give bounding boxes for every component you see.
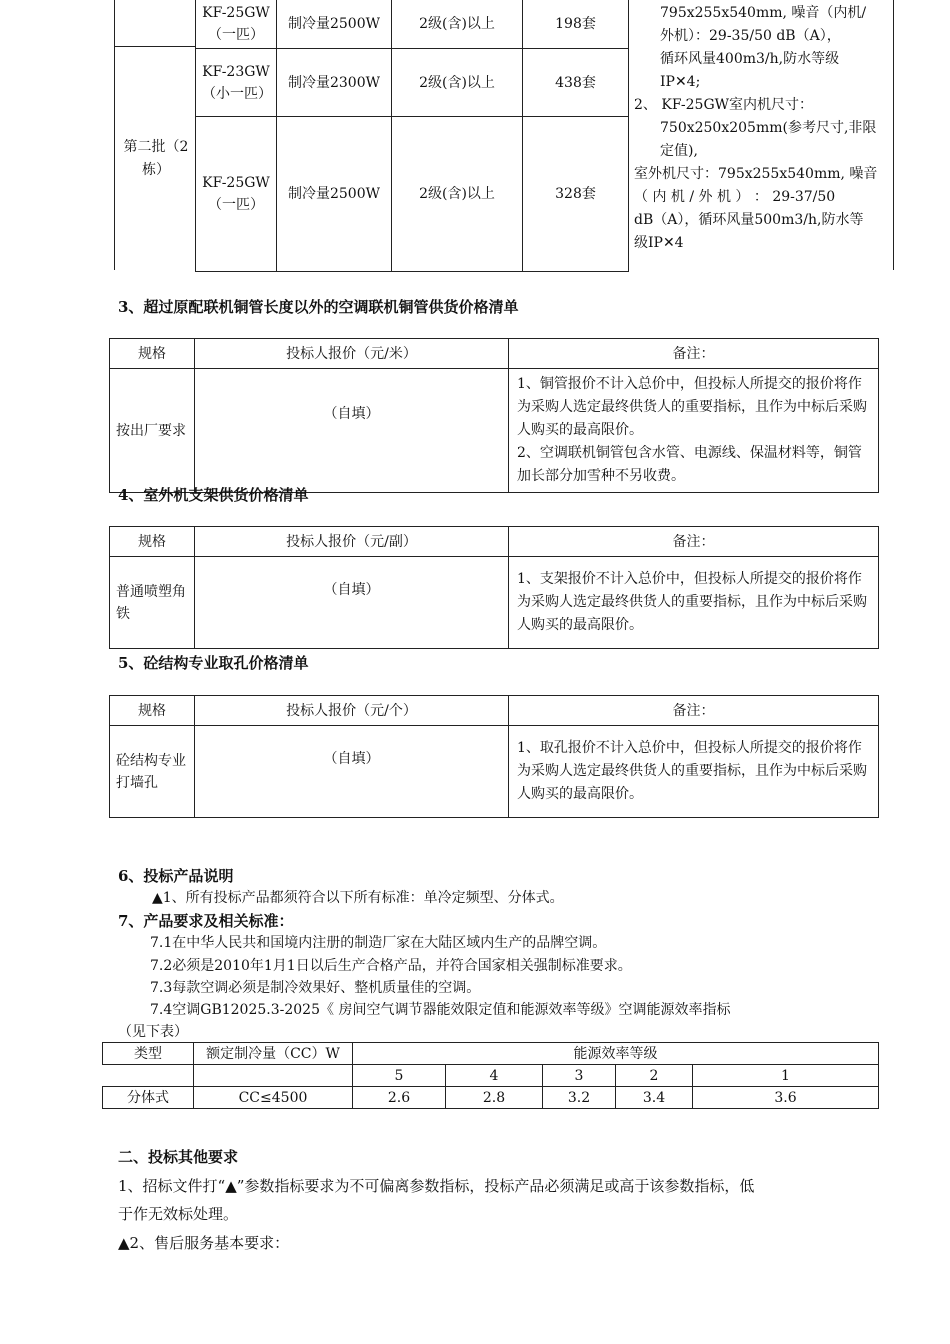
section-7-line-2: 7.2必须是2010年1月1日以后生产合格产品，并符合国家相关强制标准要求。 [150, 958, 632, 974]
header-note: 备注： [509, 527, 879, 557]
header-note: 备注： [509, 339, 879, 369]
note-cell: 1、支架报价不计入总价中，但投标人所提交的报价将作为采购人选定最终供货人的重要指标，且作为中标后采购人购买的最高限价。 [509, 557, 879, 649]
note-cell [509, 369, 879, 493]
note-line-1: 1、铜管报价不计入总价中，但投标人所提交的报价将作为采购人选定最终供货人的重要指标，且作为中标后采购人购买的最高限价。 [517, 376, 867, 438]
capacity-cell: 制冷量2300W [277, 49, 392, 117]
model-cell: KF-25GW（一匹） [196, 0, 277, 49]
note-line-2: 2、空调联机铜管包含水管、电源线、保温材料等，铜管加长部分加雪种不另收费。 [517, 445, 862, 484]
section-7-line-1: 7.1在中华人民共和国境内注册的制造厂家在大陆区域内生产的品牌空调。 [150, 935, 607, 951]
header-type: 类型 [103, 1043, 194, 1065]
header-spec: 规格 [110, 696, 195, 726]
part-2-title: 二、投标其他要求 [118, 1148, 239, 1166]
spec-line: 750x250x205mm(参考尺寸,非限 [660, 120, 877, 136]
table-row [110, 369, 879, 493]
batch-label: 第二批（2栋） [123, 139, 189, 178]
spec-line: IP✕4; [660, 74, 701, 90]
header-price: 投标人报价（元/副） [195, 527, 509, 557]
batch-divider [114, 46, 196, 47]
type-cell: 分体式 [103, 1087, 194, 1109]
spec-line: 室外机尺寸：795x255x540mm, 噪音 [634, 166, 878, 182]
qty-cell: 328套 [523, 117, 629, 272]
level-cell: 2级(含)以上 [392, 0, 523, 49]
model-cell: KF-23GW（小一匹） [196, 49, 277, 117]
table-row [196, 0, 629, 49]
price-cell: （自填） [195, 557, 509, 649]
spec-line: 循环风量400m3/h,防水等级 [660, 51, 840, 67]
spec-line: 级IP✕4 [634, 235, 684, 251]
value-cell: 3.2 [543, 1087, 616, 1109]
spec-cell: 普通喷塑角铁 [110, 557, 195, 649]
part-2-para-1b: 于作无效标处理。 [118, 1205, 239, 1223]
table-row [196, 49, 629, 117]
level-3: 3 [543, 1065, 616, 1087]
level-cell: 2级(含)以上 [392, 49, 523, 117]
drilling-table [109, 695, 879, 818]
efficiency-table [102, 1042, 879, 1109]
table-header-row [103, 1043, 879, 1065]
table-row [103, 1065, 879, 1087]
copper-pipe-table [109, 338, 879, 493]
spec-line: 外机）：29-35/50 dB（A）， [660, 28, 841, 44]
section-6-title: 6、投标产品说明 [118, 867, 234, 885]
spec-cell: 按出厂要求 [110, 369, 195, 493]
part-2-para-1a: 1、招标文件打“▲”参数指标要求为不可偏离参数指标，投标产品必须满足或高于该参数指标，低 [118, 1177, 755, 1195]
level-5: 5 [353, 1065, 446, 1087]
table-row [110, 726, 879, 818]
table-row [110, 557, 879, 649]
table-header-row [110, 696, 879, 726]
header-level: 能源效率等级 [353, 1043, 879, 1065]
empty-cell [194, 1065, 353, 1087]
table-row [196, 117, 629, 272]
header-spec: 规格 [110, 339, 195, 369]
section-4-title: 4、室外机支架供货价格清单 [118, 486, 309, 504]
qty-cell: 438套 [523, 49, 629, 117]
header-price: 投标人报价（元/个） [195, 696, 509, 726]
price-cell: （自填） [195, 726, 509, 818]
capacity-cell: 制冷量2500W [277, 0, 392, 49]
level-1: 1 [693, 1065, 879, 1087]
spec-line: dB（A），循环风量500m3/h,防水等 [634, 212, 864, 228]
price-cell: （自填） [195, 369, 509, 493]
top-table [195, 0, 629, 272]
section-7-line-5: （见下表） [118, 1024, 188, 1040]
value-cell: 3.6 [693, 1087, 879, 1109]
header-spec: 规格 [110, 527, 195, 557]
section-5-title: 5、砼结构专业取孔价格清单 [118, 654, 309, 672]
header-note: 备注： [509, 696, 879, 726]
spec-cell: 砼结构专业打墙孔 [110, 726, 195, 818]
section-7-title: 7、产品要求及相关标准： [118, 912, 294, 930]
spec-text [634, 2, 892, 255]
table-right-border [893, 0, 894, 270]
table-header-row [110, 527, 879, 557]
section-7-line-4: 7.4空调GB12025.3-2025《 房间空气调节器能效限定值和能源效率等级》空调能源效率指标 [150, 1002, 731, 1018]
bracket-table [109, 526, 879, 649]
part-2-para-2: ▲2、售后服务基本要求： [118, 1234, 290, 1252]
table-row [103, 1087, 879, 1109]
value-cell: 2.8 [446, 1087, 543, 1109]
capacity-cell: 制冷量2500W [277, 117, 392, 272]
section-6-line-1: ▲1、所有投标产品都须符合以下所有标准：单冷定频型、分体式。 [152, 890, 564, 906]
spec-line: 2、 KF-25GW室内机尺寸： [634, 97, 814, 113]
qty-cell: 198套 [523, 0, 629, 49]
spec-line: 定值), [660, 143, 698, 159]
spec-line: （ 内 机 / 外 机 ） ： 29-37/50 [634, 189, 836, 205]
header-capacity: 额定制冷量（CC）W [194, 1043, 353, 1065]
value-cell: 2.6 [353, 1087, 446, 1109]
level-cell: 2级(含)以上 [392, 117, 523, 272]
table-left-border [114, 0, 115, 270]
section-7-line-3: 7.3每款空调必须是制冷效果好、整机质量佳的空调。 [150, 980, 481, 996]
model-cell: KF-25GW（一匹） [196, 117, 277, 272]
level-4: 4 [446, 1065, 543, 1087]
capacity-cell: CC≤4500 [194, 1087, 353, 1109]
spec-line: 795x255x540mm, 噪音（内机/ [660, 5, 867, 21]
level-2: 2 [616, 1065, 693, 1087]
header-price: 投标人报价（元/米） [195, 339, 509, 369]
value-cell: 3.4 [616, 1087, 693, 1109]
table-header-row [110, 339, 879, 369]
empty-cell [103, 1065, 194, 1087]
note-cell: 1、取孔报价不计入总价中，但投标人所提交的报价将作为采购人选定最终供货人的重要指标，且作为中标后采购人购买的最高限价。 [509, 726, 879, 818]
section-3-title: 3、超过原配联机铜管长度以外的空调联机铜管供货价格清单 [118, 298, 519, 316]
